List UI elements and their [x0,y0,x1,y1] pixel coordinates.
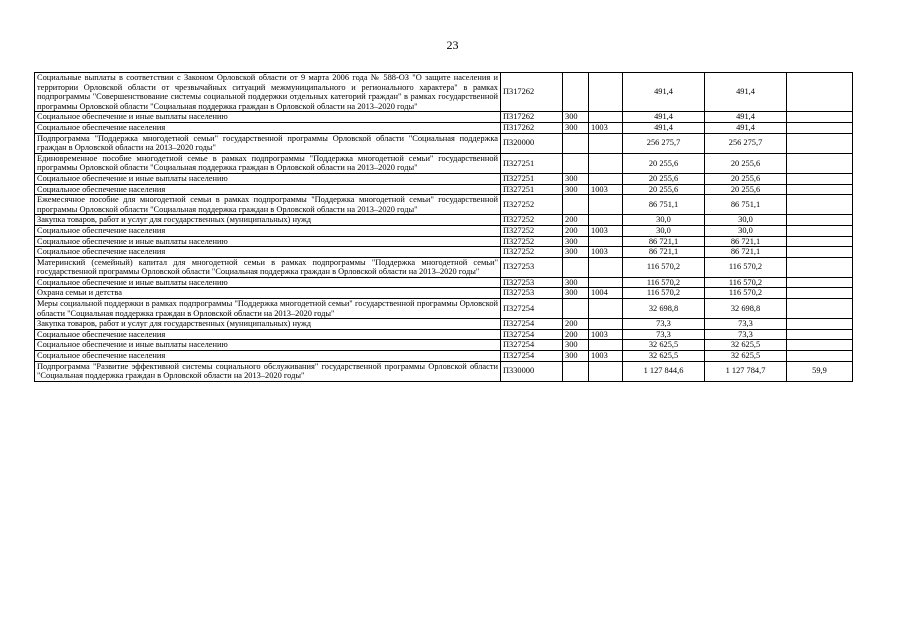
cell-group [563,257,589,277]
cell-sum-1: 20 255,6 [623,173,705,184]
cell-sum-2: 491,4 [705,112,787,123]
cell-group: 300 [563,236,589,247]
table-row [35,299,853,319]
cell-group [563,73,589,112]
cell-percent [787,225,853,236]
cell-sum-2: 116 570,2 [705,257,787,277]
cell-sum-2: 491,4 [705,73,787,112]
table-row [35,122,853,133]
cell-sum-1: 116 570,2 [623,257,705,277]
cell-percent [787,73,853,112]
table-row [35,153,853,173]
cell-sum-2: 32 698,8 [705,299,787,319]
cell-group: 200 [563,319,589,330]
cell-name: Охрана семьи и детства [35,288,501,299]
table-row [35,195,853,215]
cell-name: Социальное обеспечение населения [35,329,501,340]
cell-percent [787,236,853,247]
cell-sum-1: 86 721,1 [623,247,705,258]
cell-section [589,361,623,381]
cell-percent [787,184,853,195]
cell-section [589,73,623,112]
cell-name: Подпрограмма "Поддержка многодетной семьи" государственной программы Орловской области "Социальная поддержка граждан в Орловской области на 2013–2020 годы" [35,133,501,153]
cell-name: Социальное обеспечение и иные выплаты населению [35,340,501,351]
cell-group: 300 [563,340,589,351]
cell-section: 1003 [589,329,623,340]
cell-percent [787,288,853,299]
table-row [35,277,853,288]
cell-sum-2: 73,3 [705,329,787,340]
cell-group [563,361,589,381]
cell-group: 300 [563,288,589,299]
cell-sum-1: 491,4 [623,122,705,133]
cell-code: П317262 [501,122,563,133]
cell-code: П327254 [501,299,563,319]
table-row [35,184,853,195]
cell-code: П327252 [501,195,563,215]
table-row [35,236,853,247]
cell-sum-1: 20 255,6 [623,153,705,173]
cell-percent [787,277,853,288]
cell-name: Социальное обеспечение населения [35,351,501,362]
table-row [35,225,853,236]
cell-section [589,112,623,123]
cell-code: П327252 [501,215,563,226]
cell-sum-1: 20 255,6 [623,184,705,195]
cell-group [563,299,589,319]
cell-name: Социальное обеспечение и иные выплаты населению [35,173,501,184]
cell-name: Социальное обеспечение населения [35,184,501,195]
cell-code: П327251 [501,173,563,184]
cell-name: Социальное обеспечение населения [35,225,501,236]
cell-section: 1003 [589,184,623,195]
cell-sum-2: 116 570,2 [705,288,787,299]
cell-section [589,133,623,153]
cell-sum-2: 30,0 [705,225,787,236]
cell-percent [787,112,853,123]
cell-sum-2: 116 570,2 [705,277,787,288]
cell-code: П327254 [501,329,563,340]
cell-name: Закупка товаров, работ и услуг для государственных (муниципальных) нужд [35,215,501,226]
table-row [35,351,853,362]
table-row [35,215,853,226]
cell-code: П330000 [501,361,563,381]
cell-name: Социальные выплаты в соответствии с Законом Орловской области от 9 марта 2006 года № 588-ОЗ "О защите населения и территории Орловской области от чрезвычайных ситуаций межмуниципального и регионального характера" в рамках подпрограммы "Совершенствование системы социальной поддержки отдельных категорий граждан" в рамках государственной программы Орловской области "Социальная поддержка граждан в Орловской области на 2013–2020 годы" [35,73,501,112]
cell-percent [787,122,853,133]
cell-name: Социальное обеспечение и иные выплаты населению [35,236,501,247]
cell-sum-1: 491,4 [623,112,705,123]
cell-group: 200 [563,215,589,226]
cell-group: 300 [563,112,589,123]
cell-sum-1: 491,4 [623,73,705,112]
cell-group [563,195,589,215]
cell-code: П317262 [501,73,563,112]
cell-code: П327251 [501,153,563,173]
cell-percent [787,319,853,330]
cell-sum-1: 116 570,2 [623,288,705,299]
cell-group: 300 [563,173,589,184]
cell-code: П327253 [501,277,563,288]
cell-group: 200 [563,329,589,340]
cell-name: Материнский (семейный) капитал для многодетной семьи в рамках подпрограммы "Поддержка многодетной семьи" государственной программы Орловской области "Социальная поддержка граждан в Орловской области на 2013–2020 годы" [35,257,501,277]
cell-section: 1003 [589,247,623,258]
cell-group: 200 [563,225,589,236]
cell-group: 300 [563,184,589,195]
table-row [35,288,853,299]
cell-name: Закупка товаров, работ и услуг для государственных (муниципальных) нужд [35,319,501,330]
cell-sum-1: 86 751,1 [623,195,705,215]
cell-section [589,299,623,319]
cell-sum-1: 30,0 [623,225,705,236]
cell-name: Социальное обеспечение и иные выплаты населению [35,277,501,288]
cell-name: Социальное обеспечение населения [35,122,501,133]
cell-percent [787,173,853,184]
cell-group [563,153,589,173]
cell-sum-1: 32 698,8 [623,299,705,319]
cell-sum-1: 116 570,2 [623,277,705,288]
cell-code: П327252 [501,236,563,247]
cell-sum-2: 20 255,6 [705,184,787,195]
cell-section: 1004 [589,288,623,299]
cell-sum-2: 256 275,7 [705,133,787,153]
cell-sum-2: 86 751,1 [705,195,787,215]
cell-sum-1: 1 127 844,6 [623,361,705,381]
table-body [35,73,853,382]
table-row [35,340,853,351]
cell-code: П327253 [501,288,563,299]
cell-sum-2: 73,3 [705,319,787,330]
table-row [35,112,853,123]
table-row [35,133,853,153]
cell-group: 300 [563,351,589,362]
cell-sum-2: 20 255,6 [705,173,787,184]
cell-code: П327254 [501,319,563,330]
cell-sum-2: 32 625,5 [705,340,787,351]
cell-percent [787,329,853,340]
cell-sum-2: 20 255,6 [705,153,787,173]
cell-section [589,153,623,173]
cell-sum-2: 30,0 [705,215,787,226]
cell-percent [787,133,853,153]
cell-section: 1003 [589,225,623,236]
cell-sum-2: 86 721,1 [705,236,787,247]
cell-percent [787,215,853,226]
cell-section [589,215,623,226]
table-row [35,247,853,258]
table-row [35,361,853,381]
cell-code: П327252 [501,247,563,258]
cell-sum-1: 73,3 [623,319,705,330]
page-number: 23 [446,38,459,52]
cell-name: Социальное обеспечение населения [35,247,501,258]
cell-sum-2: 491,4 [705,122,787,133]
cell-sum-1: 86 721,1 [623,236,705,247]
cell-sum-1: 256 275,7 [623,133,705,153]
cell-code: П317262 [501,112,563,123]
cell-percent [787,195,853,215]
budget-table [34,72,853,382]
cell-section: 1003 [589,122,623,133]
cell-section [589,277,623,288]
cell-sum-2: 1 127 784,7 [705,361,787,381]
cell-group: 300 [563,122,589,133]
cell-section [589,236,623,247]
cell-section: 1003 [589,351,623,362]
cell-group: 300 [563,247,589,258]
cell-percent [787,247,853,258]
cell-percent: 59,9 [787,361,853,381]
table-row [35,329,853,340]
cell-sum-1: 32 625,5 [623,351,705,362]
cell-percent [787,340,853,351]
cell-group: 300 [563,277,589,288]
cell-code: П327254 [501,340,563,351]
cell-name: Подпрограмма "Развитие эффективной системы социального обслуживания" государственной программы Орловской области "Социальная поддержка граждан в Орловской области на 2013–2020 годы" [35,361,501,381]
cell-group [563,133,589,153]
cell-code: П327253 [501,257,563,277]
cell-percent [787,153,853,173]
cell-sum-1: 73,3 [623,329,705,340]
cell-sum-2: 86 721,1 [705,247,787,258]
cell-section [589,340,623,351]
cell-sum-1: 30,0 [623,215,705,226]
cell-percent [787,257,853,277]
cell-section [589,319,623,330]
cell-code: П327254 [501,351,563,362]
table-row [35,173,853,184]
cell-code: П327252 [501,225,563,236]
cell-name: Единовременное пособие многодетной семье в рамках подпрограммы "Поддержка многодетной семьи" государственной программы Орловской области "Социальная поддержка граждан в Орловской области на 2013–2020 годы" [35,153,501,173]
cell-percent [787,299,853,319]
cell-sum-2: 32 625,5 [705,351,787,362]
cell-code: П320000 [501,133,563,153]
table-row [35,73,853,112]
cell-name: Ежемесячное пособие для многодетной семьи в рамках подпрограммы "Поддержка многодетной семьи" государственной программы Орловской области "Социальная поддержка граждан в Орловской области на 2013–2020 годы" [35,195,501,215]
cell-section [589,195,623,215]
table-row [35,257,853,277]
cell-section [589,173,623,184]
cell-section [589,257,623,277]
table-row [35,319,853,330]
cell-sum-1: 32 625,5 [623,340,705,351]
cell-code: П327251 [501,184,563,195]
cell-name: Социальное обеспечение и иные выплаты населению [35,112,501,123]
cell-percent [787,351,853,362]
cell-name: Меры социальной поддержки в рамках подпрограммы "Поддержка многодетной семьи" государственной программы Орловской области "Социальная поддержка граждан в Орловской области на 2013–2020 годы" [35,299,501,319]
